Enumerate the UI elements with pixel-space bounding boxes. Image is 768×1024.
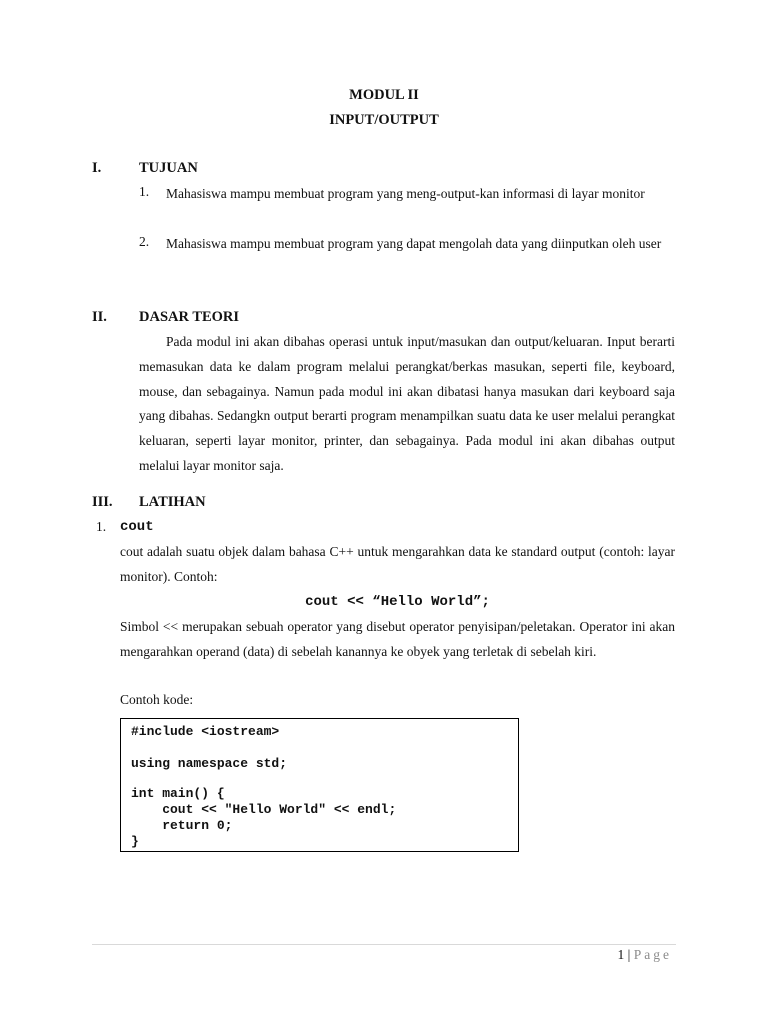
page-separator: | — [627, 947, 631, 962]
section-3-number: III. — [92, 494, 113, 510]
section-1-title: TUJUAN — [139, 160, 198, 176]
cout-example: cout << “Hello World”; — [305, 594, 490, 610]
section-3-title: LATIHAN — [139, 494, 206, 510]
list-item-text — [166, 181, 675, 206]
list-item-2-text: Mahasiswa mampu membuat program yang dapat mengolah data yang diinputkan oleh user — [166, 236, 662, 251]
code-box — [120, 718, 519, 852]
module-title: MODUL II — [349, 87, 419, 103]
subsection-number: 1. — [96, 519, 107, 534]
page-footer — [618, 947, 672, 963]
subsection-title: cout — [120, 519, 154, 535]
list-item-1-text: Mahasiswa mampu membuat program yang meng-output-kan informasi di layar monitor — [166, 186, 645, 201]
code-line: cout << "Hello World" << endl; — [131, 802, 397, 817]
code-line: return 0; — [131, 818, 233, 833]
list-item-text — [166, 231, 675, 256]
module-subtitle: INPUT/OUTPUT — [329, 112, 439, 128]
footer-divider — [92, 944, 676, 945]
list-item-number: 2. — [139, 234, 150, 249]
page-number: 1 — [617, 947, 625, 962]
code-line: } — [131, 834, 139, 849]
section-2-number: II. — [92, 309, 107, 325]
section-1-number: I. — [92, 160, 102, 176]
code-line: #include <iostream> — [131, 724, 280, 739]
cout-intro: cout adalah suatu objek dalam bahasa C++ untuk mengarahkan data ke standard output (contoh: layar monitor). Contoh: — [120, 544, 675, 584]
code-line: int main() { — [131, 786, 225, 801]
section-2-title: DASAR TEORI — [139, 309, 240, 325]
operator-explanation: Simbol << merupakan sebuah operator yang disebut operator penyisipan/peletakan. Operator ini akan mengarahkan operand (data) di sebelah kanannya ke obyek yang terletak di sebelah kiri. — [120, 619, 675, 659]
page-label: Page — [633, 947, 672, 962]
list-item-number: 1. — [139, 184, 150, 199]
code-line: using namespace std; — [131, 756, 288, 771]
theory-paragraph: Pada modul ini akan dibahas operasi untuk input/masukan dan output/keluaran. Input berarti memasukan data ke dalam program melalui perangkat/berkas masukan, seperti file, keyboard, mouse, dan sebagainya. Namun pada modul ini akan dibatasi hanya masukan dari keyboard saja yang dibahas. Sedangkn output berarti program menampilkan suatu data ke user melalui perangkat keluaran, seperti layar monitor, printer, dan sebagainya. Pada modul ini akan dibahas output melalui layar monitor saja. — [139, 334, 675, 473]
code-label: Contoh kode: — [120, 692, 194, 707]
